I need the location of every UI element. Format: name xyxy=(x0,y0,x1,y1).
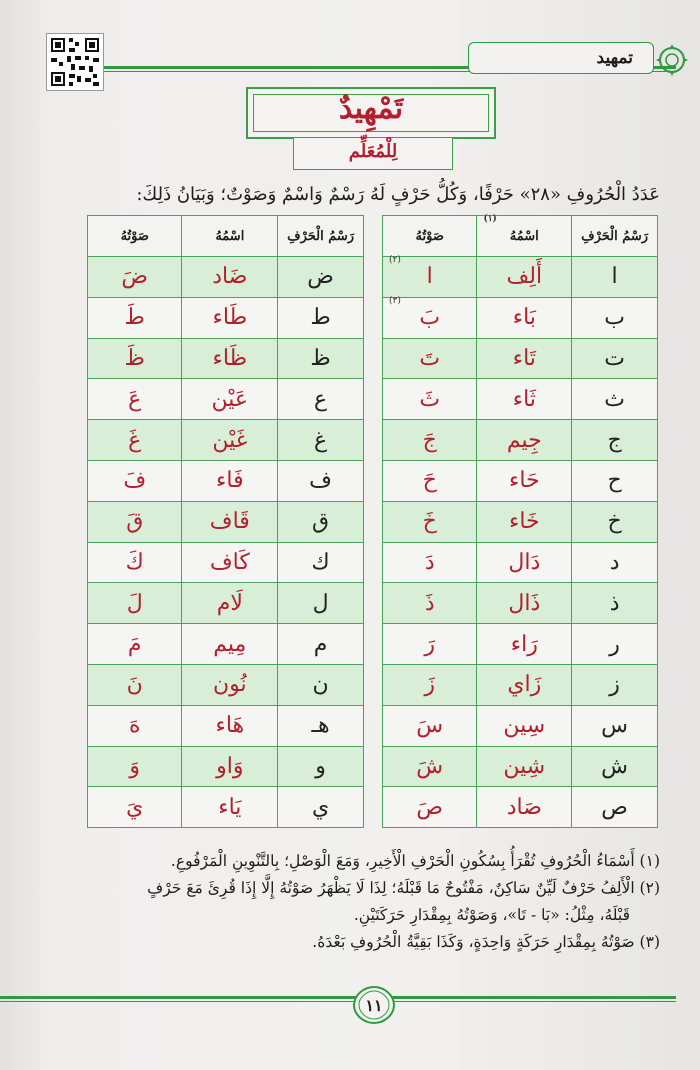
letter-glyph xyxy=(278,501,364,542)
page-subtitle: لِلْمُعَلِّم xyxy=(348,141,398,162)
letter-glyph-text: ل xyxy=(312,590,329,616)
table-row xyxy=(383,501,658,542)
letter-name-text: خَاء xyxy=(508,509,540,535)
letter-sound xyxy=(383,297,477,338)
header-sound: صَوْتُهُ xyxy=(383,216,477,257)
letter-sound-text: ظَ xyxy=(124,345,145,371)
letter-sound-text: جَ xyxy=(422,427,437,453)
letter-name xyxy=(477,624,572,665)
letter-name xyxy=(477,583,572,624)
letter-sound xyxy=(88,338,182,379)
letter-sound xyxy=(383,583,477,624)
table-row xyxy=(88,379,364,420)
letter-name xyxy=(477,787,572,828)
letter-glyph xyxy=(572,542,658,583)
letter-sound-text: طَ xyxy=(124,305,145,331)
letter-name-text: شِين xyxy=(503,753,546,779)
letter-glyph xyxy=(278,787,364,828)
header-name: اسْمُهُ xyxy=(182,216,278,257)
letter-sound-text: سَ xyxy=(416,713,444,739)
letter-sound xyxy=(88,746,182,787)
letter-name-text: ضَاد xyxy=(212,264,248,290)
letter-name-text: رَاء xyxy=(510,631,538,657)
letter-sound-text: مَ xyxy=(127,631,142,657)
letter-glyph-text: ز xyxy=(609,672,620,698)
letter-glyph-text: خ xyxy=(607,509,622,535)
letter-name-text: ذَال xyxy=(508,590,541,616)
letter-glyph-text: ث xyxy=(604,386,625,412)
letter-glyph-text: ع xyxy=(314,386,328,412)
letter-sound-text: فَ xyxy=(123,468,147,494)
letter-glyph xyxy=(572,420,658,461)
page-number xyxy=(350,985,398,1025)
letter-glyph-text: د xyxy=(609,549,620,575)
letter-glyph-text: ذ xyxy=(609,590,620,616)
letter-name xyxy=(182,379,278,420)
letter-name xyxy=(182,420,278,461)
letter-sound-text: غَ xyxy=(128,427,142,453)
letter-name xyxy=(182,583,278,624)
letter-sound xyxy=(88,379,182,420)
table-row xyxy=(383,664,658,705)
letter-sound-text: بَ xyxy=(419,305,441,331)
letter-glyph xyxy=(572,338,658,379)
letter-glyph-text: ت xyxy=(604,345,625,371)
letter-name xyxy=(477,338,572,379)
letter-name-text: أَلِف xyxy=(506,264,543,290)
letter-name xyxy=(477,379,572,420)
table-row xyxy=(88,746,364,787)
letter-glyph xyxy=(278,460,364,501)
letter-sound-text: خَ xyxy=(422,509,437,535)
table-row xyxy=(383,746,658,787)
letter-name xyxy=(477,705,572,746)
header-sound: صَوْتُهُ xyxy=(88,216,182,257)
letter-name xyxy=(477,257,572,298)
letter-sound-text: ا xyxy=(426,264,433,290)
letter-glyph-text: ق xyxy=(312,509,330,535)
table-row xyxy=(88,420,364,461)
letter-name-text: غَيْن xyxy=(212,427,248,453)
table-row xyxy=(88,583,364,624)
letter-sound-text: زَ xyxy=(424,672,436,698)
letter-name-text: ظَاء xyxy=(212,345,248,371)
letter-name xyxy=(477,420,572,461)
letter-glyph-text: ا xyxy=(611,264,618,290)
table-row xyxy=(88,624,364,665)
header-name xyxy=(477,216,572,257)
table-row xyxy=(88,705,364,746)
letter-name-text: ثَاء xyxy=(512,386,536,412)
letter-glyph xyxy=(278,705,364,746)
footer-rule-thin xyxy=(0,1001,676,1002)
letter-glyph-text: ك xyxy=(311,549,330,575)
letter-sound xyxy=(383,746,477,787)
letter-name xyxy=(182,338,278,379)
table-row xyxy=(383,542,658,583)
letter-name-text: طَاء xyxy=(212,305,248,331)
letter-name xyxy=(477,542,572,583)
letter-name-text: مِيم xyxy=(213,631,247,657)
letter-name xyxy=(477,746,572,787)
letter-glyph xyxy=(572,379,658,420)
letter-glyph-text: ن xyxy=(312,672,329,698)
letter-glyph xyxy=(572,664,658,705)
letter-name-text: حَاء xyxy=(508,468,540,494)
letter-sound xyxy=(88,460,182,501)
letter-glyph xyxy=(278,257,364,298)
letter-sound xyxy=(88,542,182,583)
letter-sound-text: دَ xyxy=(424,549,435,575)
letter-sound xyxy=(88,583,182,624)
letter-name xyxy=(182,297,278,338)
letter-glyph-text: س xyxy=(601,713,629,739)
letter-sound xyxy=(88,420,182,461)
intro-sentence: عَدَدُ الْحُرُوفِ «٢٨» حَرْفًا، وَكُلُّ حَرْفٍ لَهُ رَسْمٌ وَاسْمٌ وَصَوْتٌ؛ وَبَيَانُ ذَلِكَ: xyxy=(136,184,660,205)
letter-name-text: سِين xyxy=(503,713,546,739)
letter-name xyxy=(182,257,278,298)
subtitle-frame xyxy=(293,138,453,170)
letter-glyph xyxy=(572,705,658,746)
letter-sound-text: نَ xyxy=(126,672,143,698)
letter-name xyxy=(477,297,572,338)
letter-glyph xyxy=(572,297,658,338)
table-row xyxy=(383,705,658,746)
letter-glyph xyxy=(572,583,658,624)
letter-name xyxy=(477,664,572,705)
table-row xyxy=(383,338,658,379)
letter-name-text: يَاء xyxy=(218,794,242,820)
letter-glyph-text: ج xyxy=(607,427,622,453)
letter-name-text: عَيْن xyxy=(211,386,249,412)
letter-glyph-text: ي xyxy=(311,794,330,820)
letter-sound-text: لَ xyxy=(126,590,143,616)
letter-glyph xyxy=(278,338,364,379)
letter-glyph xyxy=(572,624,658,665)
footnote-1: (١) أَسْمَاءُ الْحُرُوفِ تُقْرَأُ بِسُكُونِ الْحَرْفِ الْأَخِيرِ، وَمَعَ الْوَصْلِ؛ بِالتَّنْوِينِ الْمَرْفُوعِ. xyxy=(170,852,660,870)
letter-glyph-text: ظ xyxy=(310,345,331,371)
letter-sound xyxy=(88,257,182,298)
letter-name xyxy=(477,501,572,542)
letter-sound-text: وَ xyxy=(129,753,141,779)
letter-sound xyxy=(383,257,477,298)
title-frame xyxy=(246,87,496,139)
letter-glyph xyxy=(278,746,364,787)
table-row xyxy=(383,583,658,624)
footnote-marker: (٢) xyxy=(389,255,401,265)
letter-name-text: بَاء xyxy=(512,305,536,331)
table-row xyxy=(88,460,364,501)
letter-glyph-text: ض xyxy=(307,264,334,290)
letter-name-text: جِيم xyxy=(506,427,542,453)
letter-glyph-text: ف xyxy=(309,468,332,494)
letter-sound-text: يَ xyxy=(126,794,144,820)
chapter-title: تمهيد xyxy=(468,42,654,74)
letter-name-text: كَاف xyxy=(209,549,250,575)
letter-sound-text: ثَ xyxy=(419,386,441,412)
letter-glyph-text: غ xyxy=(314,427,328,453)
letter-glyph-text: ط xyxy=(310,305,331,331)
letter-glyph xyxy=(572,746,658,787)
letter-sound-text: ذَ xyxy=(424,590,435,616)
letter-name xyxy=(477,460,572,501)
qr-code[interactable] xyxy=(46,33,104,91)
footnote-marker: (٣) xyxy=(389,295,401,306)
letter-glyph-text: ب xyxy=(604,305,625,331)
letter-sound-text: شَ xyxy=(416,753,444,779)
letter-sound-text: كَ xyxy=(125,549,144,575)
letter-name xyxy=(182,787,278,828)
table-row xyxy=(383,787,658,828)
letters-table-left xyxy=(87,215,364,828)
letter-glyph xyxy=(278,583,364,624)
table-row xyxy=(88,257,364,298)
letter-name-text: قَاف xyxy=(209,509,250,535)
letter-glyph-text: ش xyxy=(601,753,629,779)
letter-sound xyxy=(383,705,477,746)
page-title: تَمْهِيدٌ xyxy=(338,91,404,126)
letter-sound xyxy=(383,338,477,379)
letter-glyph-text: و xyxy=(315,753,326,779)
footnote-2-cont: قَبْلَهُ، مِثْلُ: «بَا - تَا»، وَصَوْتُهُ بِمِقْدَارِ حَرَكَتَيْنِ. xyxy=(353,906,630,924)
letter-sound xyxy=(383,501,477,542)
letter-sound-text: تَ xyxy=(419,345,441,371)
letter-sound-text: صَ xyxy=(416,794,444,820)
letter-name xyxy=(182,501,278,542)
letter-name-text: هَاء xyxy=(215,713,245,739)
letter-sound xyxy=(383,787,477,828)
table-row xyxy=(383,460,658,501)
letter-sound xyxy=(383,664,477,705)
letter-glyph-text: هـ xyxy=(311,713,330,739)
footnote-3: (٣) صَوْتُهُ بِمِقْدَارِ حَرَكَةٍ وَاحِدَةٍ، وَكَذَا بَقِيَّةُ الْحُرُوفِ بَعْدَهُ. xyxy=(312,933,660,951)
letter-glyph xyxy=(278,297,364,338)
letter-name-text: دَال xyxy=(508,549,541,575)
letter-name xyxy=(182,624,278,665)
ornament-icon xyxy=(652,40,692,80)
letter-name xyxy=(182,542,278,583)
letter-glyph xyxy=(572,787,658,828)
header-glyph: رَسْمُ الْحَرْفِ xyxy=(572,216,658,257)
letter-sound-text: ضَ xyxy=(121,264,149,290)
letter-glyph xyxy=(572,501,658,542)
letter-name-text: تَاء xyxy=(512,345,536,371)
letter-name-text: وَاو xyxy=(216,753,244,779)
table-row xyxy=(88,542,364,583)
letter-glyph-text: م xyxy=(313,631,328,657)
letter-name-text: صَاد xyxy=(506,794,542,820)
table-row xyxy=(88,338,364,379)
table-row xyxy=(88,501,364,542)
letter-glyph xyxy=(278,664,364,705)
table-row xyxy=(88,787,364,828)
letter-sound-text: حَ xyxy=(422,468,437,494)
table-row xyxy=(88,664,364,705)
letter-sound-text: هَ xyxy=(128,713,141,739)
letter-sound xyxy=(88,297,182,338)
letter-sound xyxy=(383,542,477,583)
letter-name-text: فَاء xyxy=(216,468,244,494)
letter-sound xyxy=(88,787,182,828)
letter-glyph xyxy=(572,257,658,298)
letter-sound xyxy=(383,379,477,420)
footnotes xyxy=(40,848,660,956)
header-glyph: رَسْمُ الْحَرْفِ xyxy=(278,216,364,257)
table-row xyxy=(383,420,658,461)
table-row xyxy=(383,297,658,338)
footnote-marker: (١) xyxy=(483,214,497,224)
letter-glyph xyxy=(278,542,364,583)
table-row xyxy=(88,297,364,338)
table-row xyxy=(383,379,658,420)
letter-sound xyxy=(88,705,182,746)
letter-name xyxy=(182,746,278,787)
header-name-label: اسْمُهُ xyxy=(509,228,539,244)
letter-sound-text: رَ xyxy=(424,631,436,657)
page-number-text: ١١ xyxy=(365,995,383,1015)
letter-sound xyxy=(88,664,182,705)
letter-glyph xyxy=(278,624,364,665)
letter-glyph-text: ص xyxy=(601,794,628,820)
letter-glyph xyxy=(278,379,364,420)
letter-sound-text: قَ xyxy=(126,509,144,535)
letter-name-text: لَام xyxy=(216,590,243,616)
letter-name xyxy=(182,705,278,746)
letter-name xyxy=(182,664,278,705)
letter-glyph-text: ر xyxy=(609,631,620,657)
letter-sound xyxy=(383,420,477,461)
letter-sound xyxy=(88,501,182,542)
table-row xyxy=(383,624,658,665)
letter-glyph xyxy=(572,460,658,501)
letter-name xyxy=(182,460,278,501)
letters-table-right xyxy=(382,215,658,828)
letter-sound xyxy=(383,624,477,665)
letter-glyph xyxy=(278,420,364,461)
letter-name-text: نُون xyxy=(212,672,247,698)
table-row xyxy=(383,257,658,298)
footer-rule xyxy=(0,996,676,999)
letter-sound xyxy=(88,624,182,665)
letter-name-text: زَاي xyxy=(507,672,542,698)
letter-sound xyxy=(383,460,477,501)
letter-sound-text: عَ xyxy=(128,386,142,412)
footnote-2: (٢) الْأَلِفُ حَرْفٌ لَيِّنٌ سَاكِنٌ، مَفْتُوحٌ مَا قَبْلَهُ؛ لِذَا لَا يَظْهَرُ صَوْتُهُ إِلَّا إِذَا قُرِئَ مَعَ حَرْفٍ xyxy=(147,879,660,897)
letter-glyph-text: ح xyxy=(607,468,622,494)
